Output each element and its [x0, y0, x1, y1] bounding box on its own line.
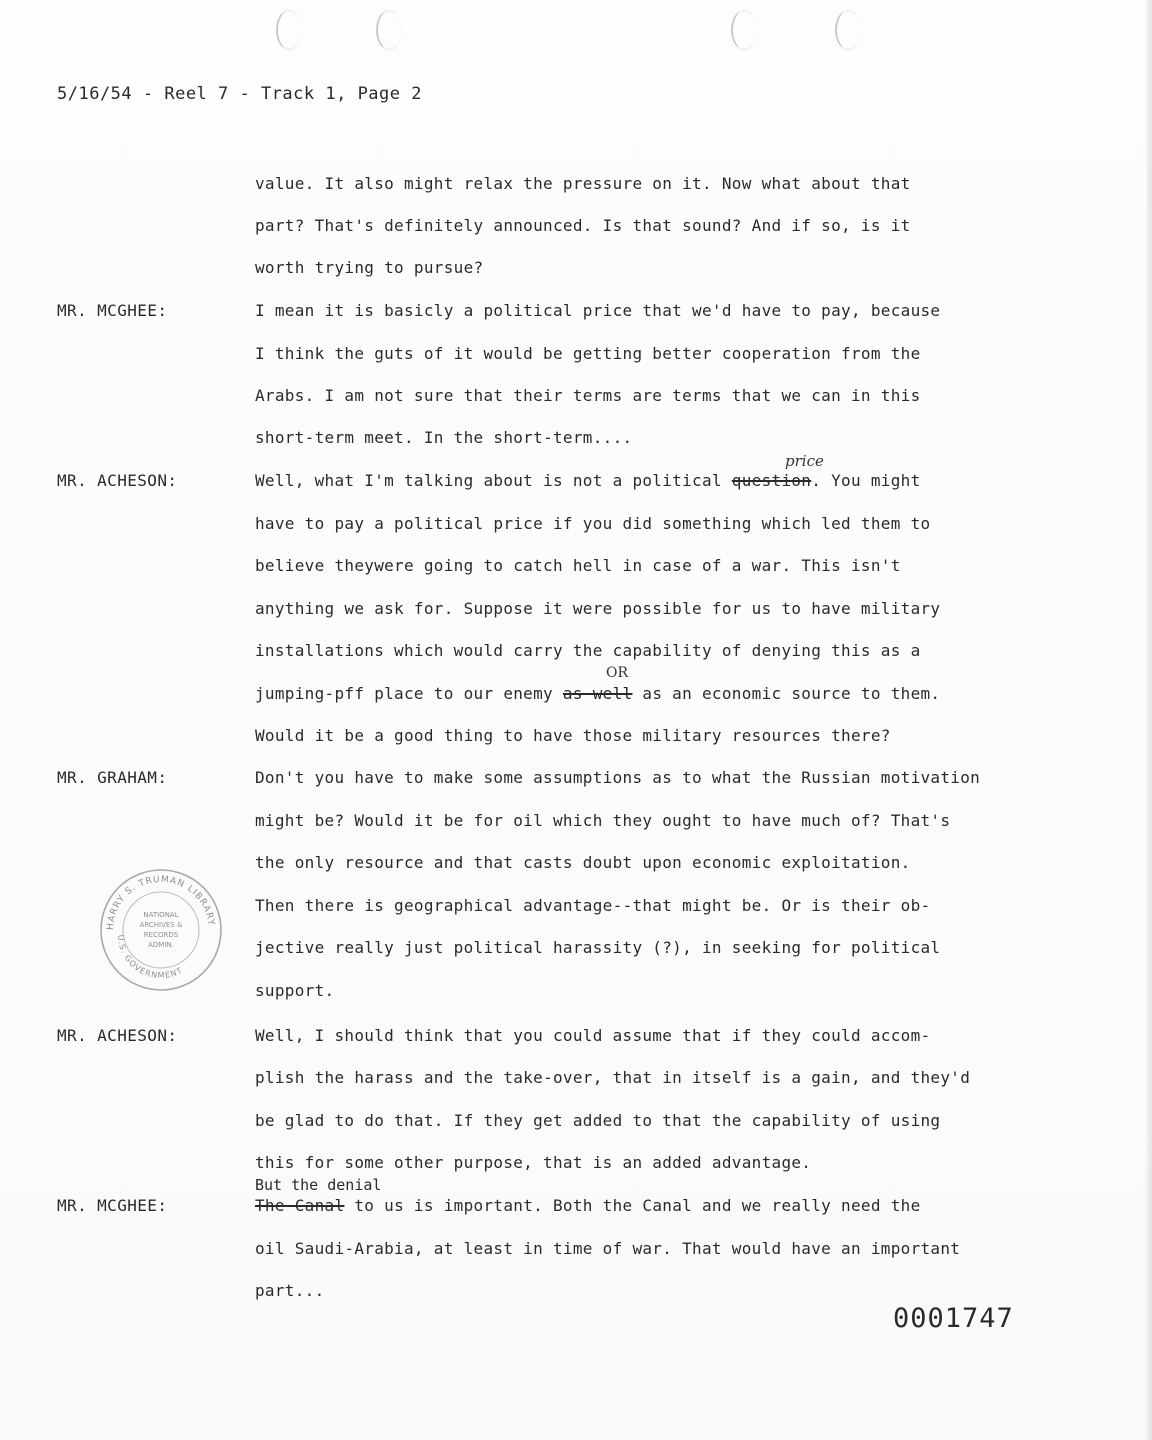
transcript-line: jumping-pff place to our enemy as well as an economic source to them.: [255, 684, 941, 703]
handwritten-insertion-but-the-denial: But the denial: [255, 1176, 382, 1194]
transcript-line: value. It also might relax the pressure on it. Now what about that: [255, 174, 911, 193]
transcript-line: Arabs. I am not sure that their terms are terms that we can in this: [255, 386, 921, 405]
speaker-label: MR. GRAHAM:: [57, 768, 168, 787]
handwritten-price: price: [785, 452, 824, 470]
punch-hole: [376, 10, 402, 50]
transcript-line: Well, what I'm talking about is not a political question. You might: [255, 471, 921, 490]
transcript-line: I mean it is basicly a political price that we'd have to pay, because: [255, 301, 941, 320]
archive-stamp: [96, 865, 226, 995]
transcript-line: Don't you have to make some assumptions as to what the Russian motivation: [255, 768, 981, 787]
transcript-line: anything we ask for. Suppose it were possible for us to have military: [255, 599, 941, 618]
transcript-line: Then there is geographical advantage--that might be. Or is their ob-: [255, 896, 931, 915]
transcript-line: oil Saudi-Arabia, at least in time of war. That would have an important: [255, 1239, 961, 1258]
punch-hole: [276, 10, 302, 50]
stamp-center-line: NATIONAL: [143, 911, 179, 919]
transcript-line: I think the guts of it would be getting better cooperation from the: [255, 344, 921, 363]
transcript-line: the only resource and that casts doubt upon economic exploitation.: [255, 853, 911, 872]
stamp-center-line: ADMIN.: [148, 941, 174, 949]
transcript-line: might be? Would it be for oil which they ought to have much of? That's: [255, 811, 951, 830]
transcript-line: worth trying to pursue?: [255, 258, 484, 277]
transcript-line: part...: [255, 1281, 325, 1300]
handwritten-or: OR: [606, 665, 629, 681]
stamp-center-line: RECORDS: [143, 931, 179, 939]
transcript-line: Would it be a good thing to have those military resources there?: [255, 726, 891, 745]
document-number: 0001747: [893, 1303, 1014, 1334]
punch-hole: [835, 10, 861, 50]
transcript-line: jective really just political harassity (?), in seeking for political: [255, 938, 941, 957]
struck-text: The Canal: [255, 1196, 345, 1215]
speaker-label: MR. ACHESON:: [57, 471, 178, 490]
struck-text: as well: [562, 684, 633, 703]
transcript-line: believe theywere going to catch hell in case of a war. This isn't: [255, 556, 901, 575]
transcript-line: support.: [255, 981, 335, 1000]
speaker-label: MR. MCGHEE:: [57, 301, 168, 320]
transcript-line: this for some other purpose, that is an added advantage.: [255, 1153, 812, 1172]
struck-text: question: [731, 471, 812, 490]
transcript-line: Well, I should think that you could assume that if they could accom-: [255, 1026, 931, 1045]
speaker-label: MR. ACHESON:: [57, 1026, 178, 1045]
speaker-label: MR. MCGHEE:: [57, 1196, 168, 1215]
page-edge: [1146, 0, 1152, 1440]
stamp-center-line: ARCHIVES &: [139, 921, 183, 929]
stamp-ring-text: HARRY S. TRUMAN LIBRARY: [105, 874, 216, 931]
transcript-line: short-term meet. In the short-term....: [255, 428, 633, 447]
transcript-line: The Canal to us is important. Both the Canal and we really need the: [255, 1196, 921, 1215]
transcript-line: be glad to do that. If they get added to that the capability of using: [255, 1111, 941, 1130]
transcript-line: plish the harass and the take-over, that in itself is a gain, and they'd: [255, 1068, 971, 1087]
punch-hole: [731, 10, 757, 50]
transcript-line: installations which would carry the capability of denying this as a: [255, 641, 921, 660]
stamp-bottom-text: U.S. GOVERNMENT: [115, 934, 185, 981]
transcript-line: part? That's definitely announced. Is that sound? And if so, is it: [255, 216, 911, 235]
transcript-line: have to pay a political price if you did something which led them to: [255, 514, 931, 533]
page-header: 5/16/54 - Reel 7 - Track 1, Page 2: [57, 84, 422, 104]
